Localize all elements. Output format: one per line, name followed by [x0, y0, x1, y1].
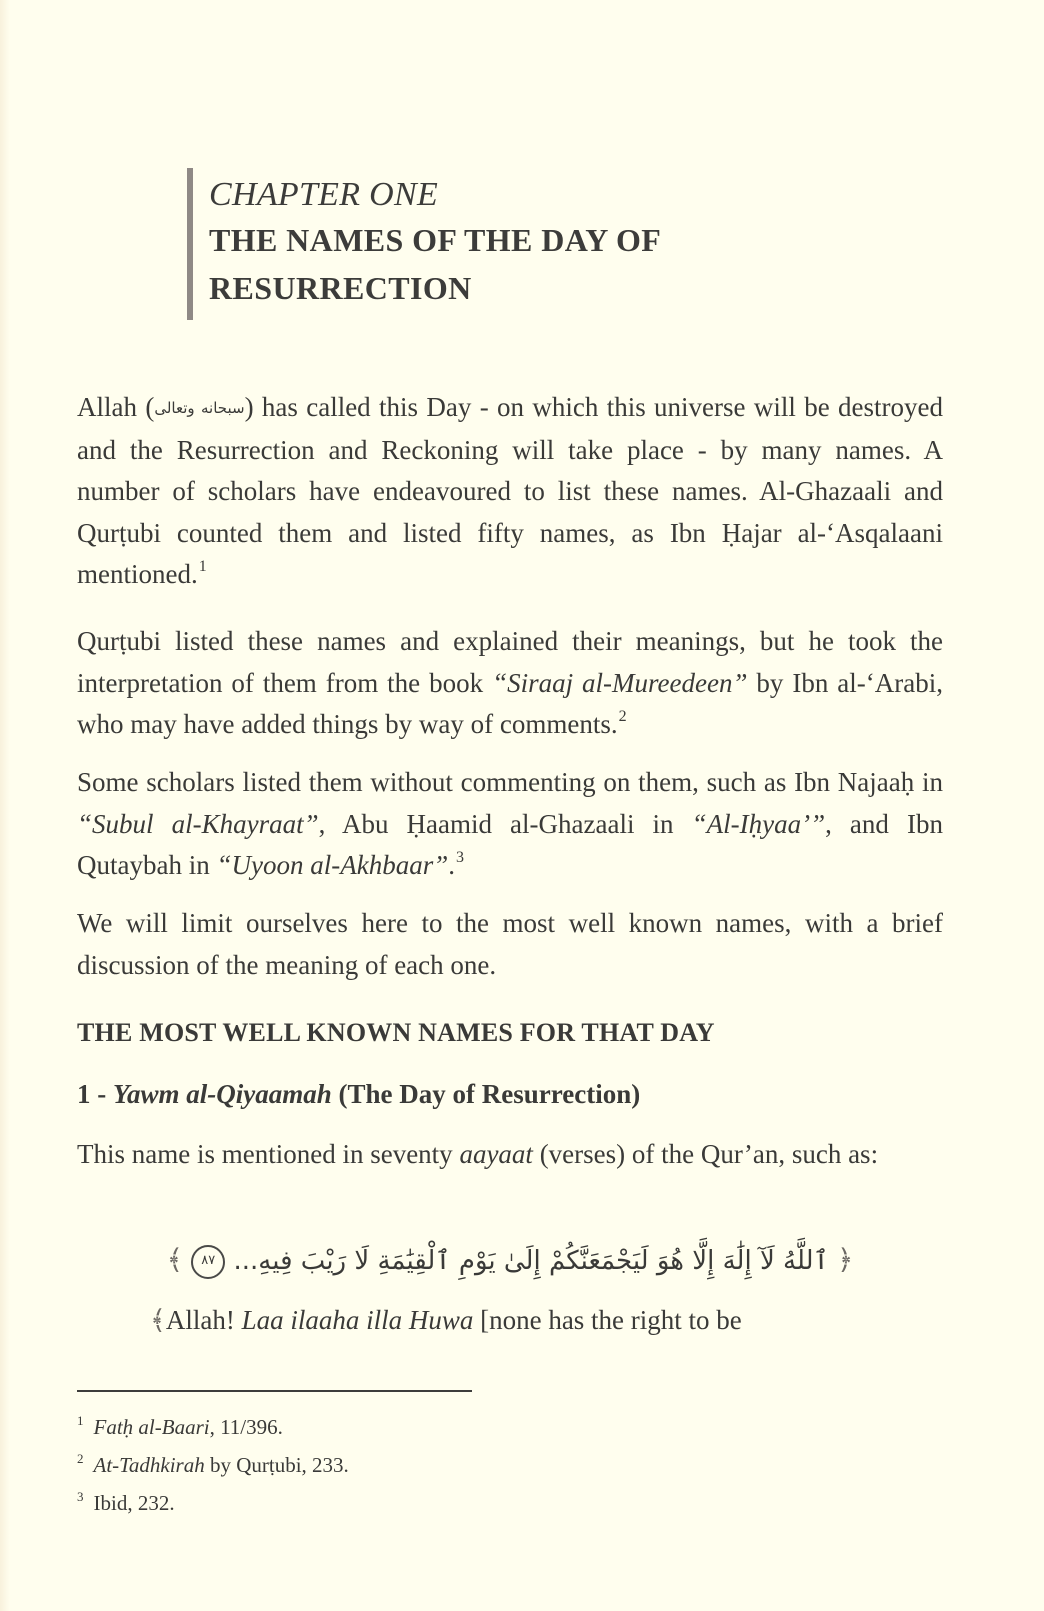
paragraph-text: , Abu Ḥaamid al-Ghazaali in — [318, 808, 692, 839]
translation-text: [none has the right to be — [473, 1305, 742, 1335]
footnote-number: 2 — [77, 1451, 84, 1466]
footnote-text: by Qurṭubi, 233. — [204, 1453, 349, 1477]
footnotes — [77, 1408, 349, 1522]
translation-transliteration: Laa ilaaha illa Huwa — [241, 1305, 474, 1335]
paragraph-text: We will limit ourselves here to the most well known names, with a brief discussion of the meaning of each one. — [77, 908, 943, 980]
item-heading — [77, 1074, 640, 1114]
footnote-divider — [77, 1390, 472, 1392]
page-edge-shadow — [0, 0, 10, 1611]
verse-translation — [150, 1300, 742, 1341]
paragraph-text: by Ibn al-‘Arabi, who may have added things by way of comments. — [77, 667, 944, 739]
chapter-title-line-2: RESURRECTION — [209, 270, 472, 306]
paragraph-text: , and Ibn Qutaybah in — [77, 808, 943, 880]
paragraph-text: (verses) of the Qur’an, such as: — [532, 1139, 879, 1169]
paragraph-text: Allah ( — [77, 392, 155, 422]
chapter-heading — [187, 168, 827, 312]
footnote-source: At-Tadhkirah — [93, 1453, 205, 1477]
ornate-bracket-open-icon: ﴿ — [837, 1243, 854, 1276]
paragraph-scope — [77, 903, 943, 986]
chapter-label: CHAPTER ONE — [209, 176, 439, 213]
chapter-title-line-1: THE NAMES OF THE DAY OF — [209, 222, 662, 258]
paragraph-text: ) has called this Day - on which this universe will be destroyed and the Resurrection and Reckoning will take place - by many names. A number of scholars have endeavoured to list these names. Al-Ghazaali and Qurṭubi counted them and listed fifty names, as Ibn Ḥajar al-‘Asqalaani mentioned. — [77, 392, 943, 589]
paragraph-mentions — [77, 1134, 943, 1176]
paragraph-intro — [77, 387, 943, 596]
book-title: “Subul al-Khayraat” — [77, 808, 319, 839]
chapter-accent-bar — [187, 168, 193, 320]
book-title: “Uyoon al-Akhbaar” — [216, 850, 449, 880]
footnote-text: Ibid, 232. — [93, 1491, 175, 1515]
paragraph-text: This name is mentioned in seventy — [77, 1139, 460, 1169]
item-meaning: (The Day of Resurrection) — [331, 1079, 641, 1109]
term-italic: aayaat — [459, 1139, 533, 1169]
paragraph-text: . — [448, 850, 455, 880]
book-title: “Siraaj al-Mureedeen” — [492, 667, 748, 698]
footnote-text: , 11/396. — [209, 1415, 283, 1439]
verse-arabic-text: ٱللَّهُ لَآ إِلَٰهَ إِلَّا هُوَ لَيَجْمَعَنَّكُمْ إِلَىٰ يَوْمِ ٱلْقِيَٰمَةِ لَا رَيْبَ فِيهِ... — [233, 1246, 829, 1276]
footnote-2 — [77, 1446, 349, 1484]
footnote-3 — [77, 1484, 349, 1522]
paragraph-other-scholars — [77, 762, 943, 887]
paragraph-text: Qurṭubi listed these names and explained their meanings, but he took the interpretation of them from the book — [77, 626, 943, 698]
paragraph-qurtubi — [77, 621, 943, 746]
ayah-number-medallion-icon: ٨٧ — [191, 1245, 225, 1279]
footnote-ref-1[interactable]: 1 — [198, 558, 207, 575]
section-heading: THE MOST WELL KNOWN NAMES FOR THAT DAY — [77, 1018, 715, 1047]
footnote-number: 1 — [77, 1413, 84, 1428]
footnote-ref-2[interactable]: 2 — [618, 708, 627, 725]
honorific-glyph-icon: سبحانه وتعالى — [154, 399, 245, 417]
item-name: Yawm al-Qiyaamah — [113, 1079, 332, 1109]
item-number: 1 - — [77, 1079, 113, 1109]
footnote-number: 3 — [77, 1489, 84, 1504]
paragraph-text: Some scholars listed them without commenting on them, such as Ibn Najaaḥ in — [77, 767, 943, 797]
footnote-1 — [77, 1408, 349, 1446]
footnote-source: Fatḥ al-Baari — [93, 1415, 210, 1439]
ornate-bracket-close-icon: ﴾ — [166, 1243, 183, 1276]
quran-verse — [150, 1240, 870, 1281]
footnote-ref-3[interactable]: 3 — [455, 849, 464, 866]
book-title: “Al-Iḥyaa’” — [691, 808, 826, 839]
ornate-bracket-icon: ﴾ — [150, 1305, 166, 1335]
translation-text: Allah! — [165, 1305, 242, 1335]
